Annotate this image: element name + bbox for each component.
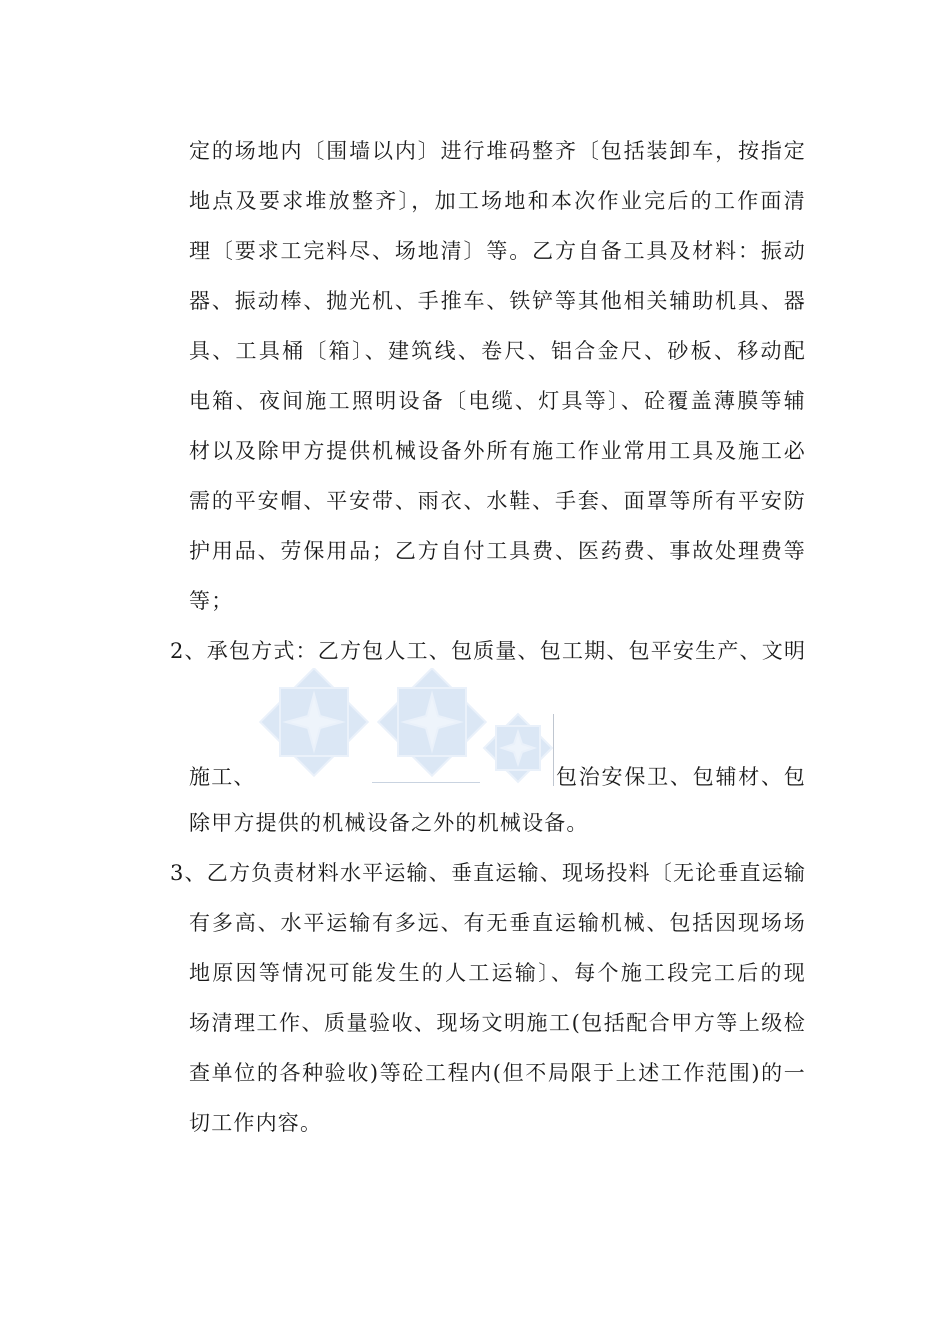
watermark-underline: [372, 782, 480, 783]
text-line: 材以及除甲方提供机械设备外所有施工作业常用工具及施工必: [189, 439, 806, 463]
list-item-3-line: 3、乙方负责材料水平运输、垂直运输、现场投料〔无论垂直运输: [170, 861, 807, 885]
list-item-3-line: 切工作内容。: [189, 1111, 323, 1135]
watermark-logo: [256, 668, 556, 788]
list-item-3-line: 查单位的各种验收)等砼工程内(但不局限于上述工作范围)的一: [189, 1061, 806, 1085]
list-item-2-line: 包治安保卫、包辅材、包: [556, 765, 806, 789]
text-line: 等；: [189, 589, 234, 613]
text-line: 具、工具桶〔箱〕、建筑线、卷尺、铝合金尺、砂板、移动配: [189, 339, 806, 363]
text-line: 器、振动棒、抛光机、手推车、铁铲等其他相关辅助机具、器: [189, 289, 806, 313]
list-item-3-line: 场清理工作、质量验收、现场文明施工(包括配合甲方等上级检: [189, 1011, 806, 1035]
list-item-3-line: 有多高、水平运输有多远、有无垂直运输机械、包括因现场场: [189, 911, 806, 935]
text-line: 理〔要求工完料尽、场地清〕等。乙方自备工具及材料：振动: [189, 239, 806, 263]
list-item-3-line: 地原因等情况可能发生的人工运输〕、每个施工段完工后的现: [189, 961, 806, 985]
text-line: 定的场地内〔围墙以内〕进行堆码整齐〔包括装卸车，按指定: [189, 139, 806, 163]
text-line: 地点及要求堆放整齐〕，加工场地和本次作业完后的工作面清: [189, 189, 806, 213]
list-item-2-line: 施工、: [189, 765, 256, 789]
list-item-2-line: 2、承包方式：乙方包人工、包质量、包工期、包平安生产、文明: [170, 639, 807, 663]
text-line: 护用品、劳保用品；乙方自付工具费、医药费、事故处理费等: [189, 539, 806, 563]
watermark-divider: [553, 714, 554, 786]
text-line: 需的平安帽、平安带、雨衣、水鞋、手套、面罩等所有平安防: [189, 489, 806, 513]
list-item-2-line: 除甲方提供的机械设备之外的机械设备。: [189, 811, 589, 835]
text-line: 电箱、夜间施工照明设备〔电缆、灯具等〕、砼覆盖薄膜等辅: [189, 389, 806, 413]
